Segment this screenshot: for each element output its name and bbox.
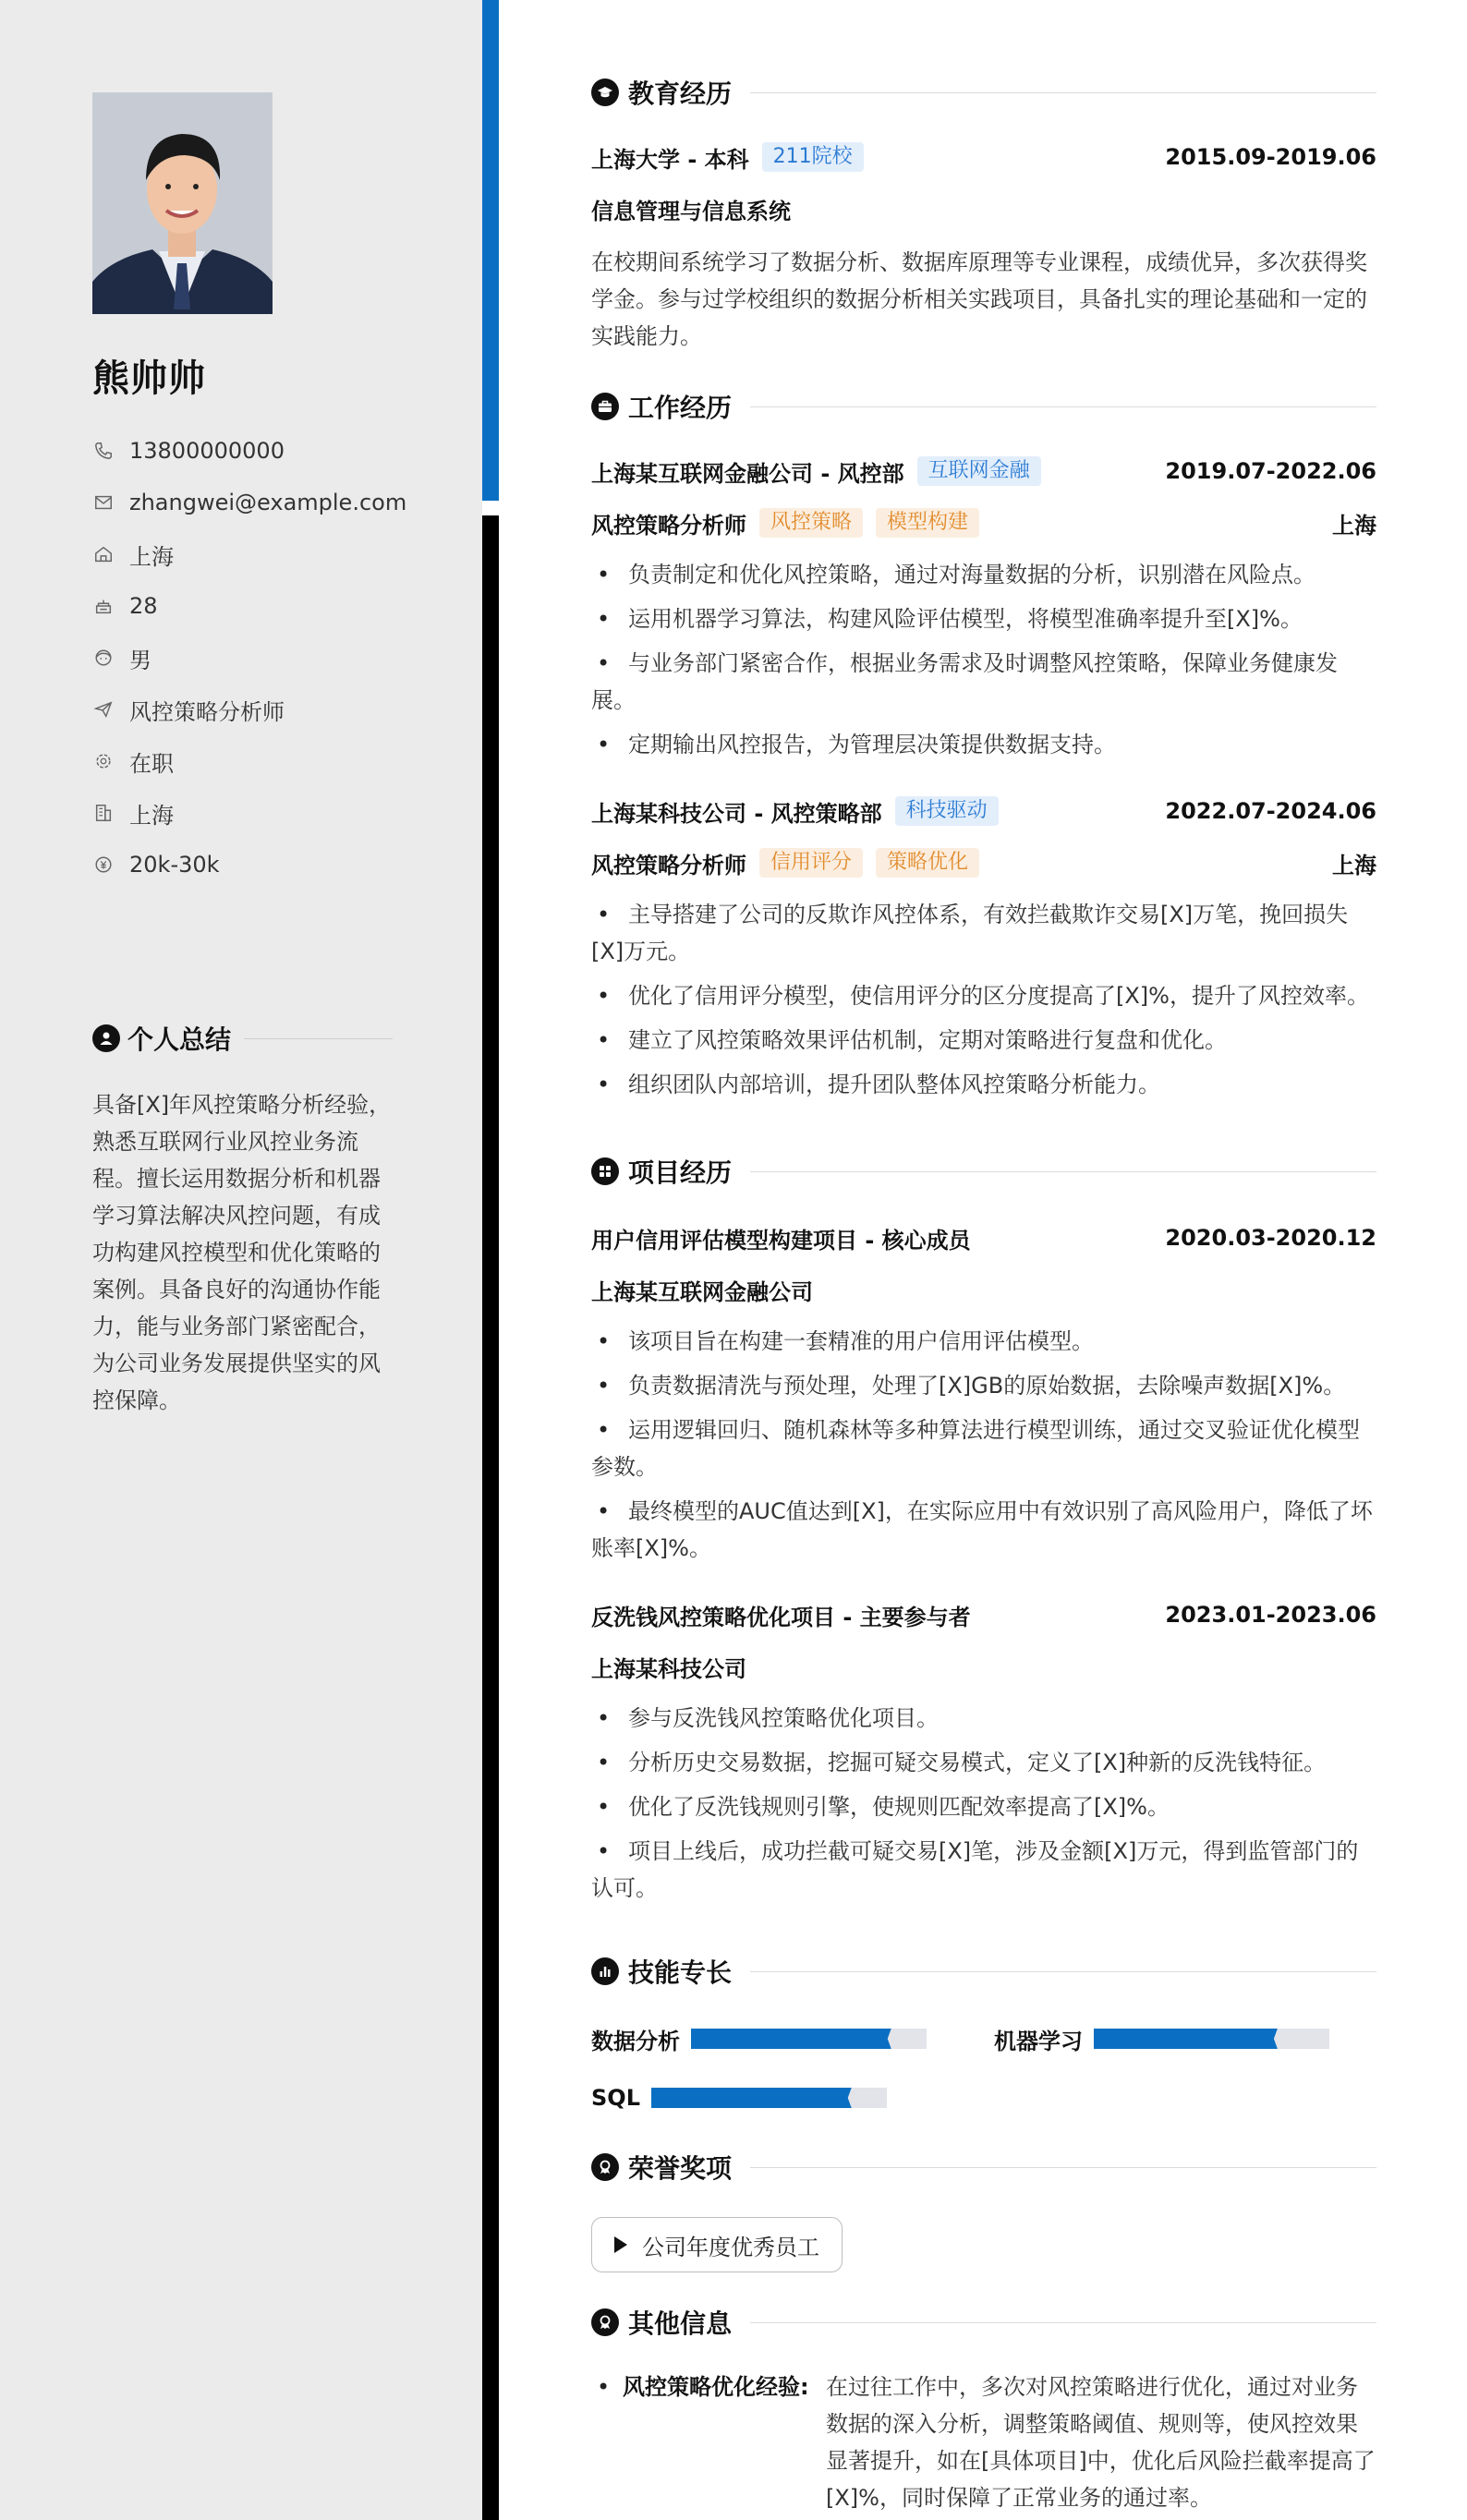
list-item: • 定期输出风控报告，为管理层决策提供数据支持。 xyxy=(591,726,1376,763)
contact-salary xyxy=(92,839,406,890)
job-role: 风控策略分析师 xyxy=(591,852,746,878)
contact-text: 上海 xyxy=(129,802,174,829)
list-item: • 运用机器学习算法，构建风险评估模型，将模型准确率提升至[X]%。 xyxy=(591,600,1376,637)
project-org-row xyxy=(591,1648,1376,1685)
work-section-title xyxy=(591,388,1376,425)
graduation-cap-icon xyxy=(591,79,619,106)
accent-bar-black xyxy=(482,515,499,2520)
skill-name: SQL xyxy=(591,2085,640,2111)
section-divider xyxy=(750,406,1376,407)
industry-tag: 互联网金融 xyxy=(917,456,1041,486)
contact-text: 风控策略分析师 xyxy=(129,698,285,725)
section-title-text: 教育经历 xyxy=(628,79,733,109)
list-item: • 分析历史交易数据，挖掘可疑交易模式，定义了[X]种新的反洗钱特征。 xyxy=(591,1744,1376,1781)
projects-section-title xyxy=(591,1153,1376,1190)
skill-bar-fill xyxy=(691,2029,891,2049)
job-header xyxy=(591,793,1376,830)
section-title-text: 个人总结 xyxy=(127,1024,232,1055)
project-bullets xyxy=(591,1700,1376,1914)
school-name: 上海大学 - 本科 xyxy=(591,146,749,173)
skill-bar-fill xyxy=(651,2088,852,2108)
contact-text: 上海 xyxy=(129,543,174,570)
list-item: • 负责数据清洗与预处理，处理了[X]GB的原始数据，去除噪声数据[X]%。 xyxy=(591,1367,1376,1404)
contact-location xyxy=(92,528,406,580)
job-bullets xyxy=(591,896,1376,1110)
section-title-text: 技能专长 xyxy=(628,1957,733,1988)
salary-icon xyxy=(92,854,115,876)
job-role-row xyxy=(591,504,1376,541)
skill-tag: 模型构建 xyxy=(876,508,979,538)
industry-tag: 科技驱动 xyxy=(895,796,999,826)
project-header xyxy=(591,1596,1376,1633)
contact-status xyxy=(92,735,406,787)
other-info-key: 风控策略优化经验: xyxy=(623,2374,809,2400)
section-title-text: 荣誉奖项 xyxy=(628,2153,733,2184)
bullet: • xyxy=(597,2374,611,2400)
list-item: • 与业务部门紧密合作，根据业务需求及时调整风控策略，保障业务健康发展。 xyxy=(591,645,1376,719)
education-major-row xyxy=(591,190,1376,227)
skill-bar-track xyxy=(691,2029,927,2049)
section-title-text: 项目经历 xyxy=(628,1157,733,1188)
phone-icon xyxy=(92,440,115,462)
project-name: 反洗钱风控策略优化项目 - 主要参与者 xyxy=(591,1604,971,1630)
contact-email xyxy=(92,477,406,528)
skill-tag: 信用评分 xyxy=(759,848,863,878)
person-icon xyxy=(92,1024,120,1052)
job-city: 上海 xyxy=(1332,512,1376,539)
other-info-item xyxy=(591,2369,1376,2516)
project-period: 2020.03-2020.12 xyxy=(1165,1225,1376,1251)
skill-item xyxy=(591,2084,887,2112)
award-icon xyxy=(591,2153,619,2181)
job-role: 风控策略分析师 xyxy=(591,512,746,539)
skill-bar-fill xyxy=(1094,2029,1278,2049)
contact-text: 20k-30k xyxy=(129,852,220,878)
project-bullets xyxy=(591,1323,1376,1574)
list-item: • 负责制定和优化风控策略，通过对海量数据的分析，识别潜在风险点。 xyxy=(591,556,1376,593)
contact-age xyxy=(92,580,406,632)
bar-chart-icon xyxy=(591,1957,619,1985)
list-item: • 最终模型的AUC值达到[X]，在实际应用中有效识别了高风险用户，降低了坏账率[X]%。 xyxy=(591,1493,1376,1567)
job-city: 上海 xyxy=(1332,852,1376,878)
other-section-title xyxy=(591,2304,1376,2341)
skill-name: 数据分析 xyxy=(591,2028,680,2054)
education-description: 在校期间系统学习了数据分析、数据库原理等专业课程，成绩优异，多次获得奖学金。参与过学校组织的数据分析相关实践项目，具备扎实的理论基础和一定的实践能力。 xyxy=(591,249,1367,349)
contact-list xyxy=(92,425,406,890)
project-name: 用户信用评估模型构建项目 - 核心成员 xyxy=(591,1227,971,1254)
portrait-image xyxy=(92,92,273,314)
list-item: • 优化了信用评分模型，使信用评分的区分度提高了[X]%，提升了风控效率。 xyxy=(591,977,1376,1014)
awards-section-title xyxy=(591,2149,1376,2186)
award-text: 公司年度优秀员工 xyxy=(642,2234,819,2260)
contact-text: zhangwei@example.com xyxy=(129,490,407,515)
section-divider xyxy=(750,1171,1376,1172)
avatar xyxy=(92,92,273,314)
summary-section-title xyxy=(92,1020,393,1057)
mail-icon xyxy=(92,491,115,514)
face-icon xyxy=(92,647,115,669)
project-org: 上海某互联网金融公司 xyxy=(591,1278,813,1305)
education-header xyxy=(591,139,1376,176)
company-name: 上海某互联网金融公司 - 风控部 xyxy=(591,460,904,487)
skill-bar-track xyxy=(1094,2029,1329,2049)
contact-phone xyxy=(92,425,406,477)
home-icon xyxy=(92,543,115,565)
contact-text: 在职 xyxy=(129,750,174,777)
section-title-text: 其他信息 xyxy=(628,2308,733,2339)
section-divider xyxy=(750,1971,1376,1972)
award-icon xyxy=(591,2308,619,2336)
building-icon xyxy=(92,802,115,824)
status-icon xyxy=(92,750,115,772)
skill-tag: 策略优化 xyxy=(876,848,979,878)
skills-section-title xyxy=(591,1953,1376,1990)
job-header xyxy=(591,453,1376,490)
school-tag: 211院校 xyxy=(762,142,864,172)
job-period: 2022.07-2024.06 xyxy=(1165,798,1376,824)
play-icon xyxy=(614,2236,627,2253)
section-divider xyxy=(750,92,1376,93)
list-item: • 组织团队内部培训，提升团队整体风控策略分析能力。 xyxy=(591,1066,1376,1103)
project-period: 2023.01-2023.06 xyxy=(1165,1602,1376,1628)
list-item: • 项目上线后，成功拦截可疑交易[X]笔，涉及金额[X]万元，得到监管部门的认可。 xyxy=(591,1833,1376,1907)
section-divider xyxy=(750,2167,1376,2168)
project-header xyxy=(591,1219,1376,1256)
job-bullets xyxy=(591,556,1376,770)
contact-text: 男 xyxy=(129,647,152,673)
job-role-row xyxy=(591,844,1376,881)
skill-bar-track xyxy=(651,2088,887,2108)
section-divider xyxy=(750,2322,1376,2323)
contact-text: 28 xyxy=(129,593,158,619)
education-period: 2015.09-2019.06 xyxy=(1165,144,1376,170)
contact-gender xyxy=(92,632,406,684)
send-icon xyxy=(92,698,115,721)
list-item: • 该项目旨在构建一套精准的用户信用评估模型。 xyxy=(591,1323,1376,1360)
list-item: • 参与反洗钱风控策略优化项目。 xyxy=(591,1700,1376,1737)
section-divider xyxy=(244,1038,393,1039)
job-period: 2019.07-2022.06 xyxy=(1165,458,1376,484)
cake-icon xyxy=(92,595,115,617)
skill-item xyxy=(591,2025,927,2053)
skill-name: 机器学习 xyxy=(994,2028,1083,2054)
candidate-name: 熊帅帅 xyxy=(92,357,206,400)
award-item xyxy=(591,2217,843,2272)
contact-position xyxy=(92,684,406,735)
list-item: • 优化了反洗钱规则引擎，使规则匹配效率提高了[X]%。 xyxy=(591,1788,1376,1825)
major-name: 信息管理与信息系统 xyxy=(591,198,791,224)
skill-item xyxy=(994,2025,1329,2053)
grid-icon xyxy=(591,1157,619,1185)
education-section-title xyxy=(591,74,1376,111)
contact-work-city xyxy=(92,787,406,839)
list-item: • 运用逻辑回归、随机森林等多种算法进行模型训练，通过交叉验证优化模型参数。 xyxy=(591,1411,1376,1485)
contact-text: 13800000000 xyxy=(129,438,285,464)
accent-bar-blue xyxy=(482,0,499,501)
project-org: 上海某科技公司 xyxy=(591,1655,746,1682)
skill-tag: 风控策略 xyxy=(759,508,863,538)
section-title-text: 工作经历 xyxy=(628,393,733,423)
summary-text: 具备[X]年风控策略分析经验，熟悉互联网行业风控业务流程。擅长运用数据分析和机器学习算法解决风控问题，有成功构建风控模型和优化策略的案例。具备良好的沟通协作能力，能与业务部门紧密配合，为公司业务发展提供坚实的风控保障。 xyxy=(92,1092,392,1413)
list-item: • 主导搭建了公司的反欺诈风控体系，有效拦截欺诈交易[X]万笔，挽回损失[X]万元。 xyxy=(591,896,1376,970)
briefcase-icon xyxy=(591,393,619,420)
other-info-value: 在过往工作中，多次对风控策略进行优化，通过对业务数据的深入分析，调整策略阈值、规则等，使风控效果显著提升，如在[具体项目]中，优化后风险拦截率提高了[X]%，同时保障了正常业务的通过率。 xyxy=(826,2374,1376,2511)
project-org-row xyxy=(591,1271,1376,1308)
company-name: 上海某科技公司 - 风控策略部 xyxy=(591,800,882,827)
list-item: • 建立了风控策略效果评估机制，定期对策略进行复盘和优化。 xyxy=(591,1022,1376,1059)
